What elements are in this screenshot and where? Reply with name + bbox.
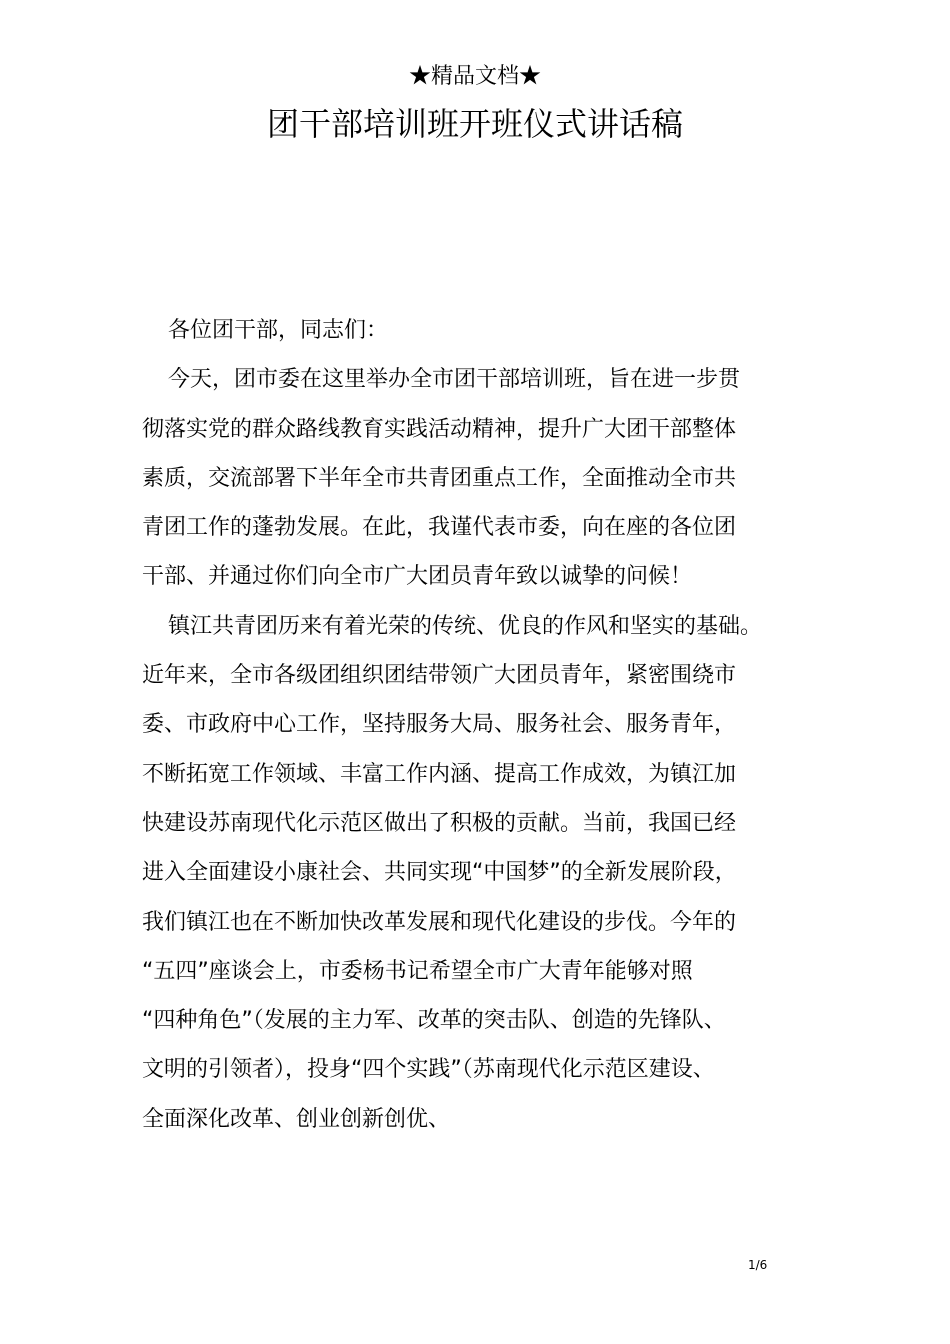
body-line: 素质，交流部署下半年全市共青团重点工作，全面推动全市共 — [142, 465, 737, 491]
body-line: 我们镇江也在不断加快改革发展和现代化建设的步伐。今年的 — [142, 909, 737, 935]
body-line: 进入全面建设小康社会、共同实现“中国梦”的全新发展阶段， — [142, 860, 737, 886]
body-line: 委、市政府中心工作，坚持服务大局、服务社会、服务青年， — [142, 712, 737, 738]
body-line: 全面深化改革、创业创新创优、 — [142, 1106, 451, 1132]
body-line: 近年来，全市各级团组织团结带领广大团员青年，紧密围绕市 — [142, 663, 737, 689]
body-line: 快建设苏南现代化示范区做出了积极的贡献。当前，我国已经 — [142, 810, 737, 836]
page-number: 1/6 — [748, 1258, 768, 1272]
body-line: 文明的引领者），投身“四个实践”（苏南现代化示范区建设、 — [142, 1057, 715, 1083]
header-mark: ★精品文档★ — [408, 64, 541, 89]
document-body — [142, 306, 822, 1144]
body-line: 干部、并通过你们向全市广大团员青年致以诚挚的问候！ — [142, 564, 693, 590]
body-line: 不断拓宽工作领域、丰富工作内涵、提高工作成效，为镇江加 — [142, 761, 737, 787]
document-title: 团干部培训班开班仪式讲话稿 — [266, 105, 683, 143]
body-line: “五四”座谈会上，市委杨书记希望全市广大青年能够对照 — [142, 958, 693, 984]
body-line: 镇江共青团历来有着光荣的传统、优良的作风和坚实的基础。 — [168, 613, 763, 639]
body-line: 青团工作的蓬勃发展。在此，我谨代表市委，向在座的各位团 — [142, 515, 737, 541]
body-line: 彻落实党的群众路线教育实践活动精神，提升广大团干部整体 — [142, 416, 737, 442]
body-line: 今天，团市委在这里举办全市团干部培训班，旨在进一步贯 — [168, 367, 741, 393]
salutation-line: 各位团干部，同志们： — [168, 318, 389, 343]
body-line: “四种角色”（发展的主力军、改革的突击队、创造的先锋队、 — [142, 1008, 726, 1034]
